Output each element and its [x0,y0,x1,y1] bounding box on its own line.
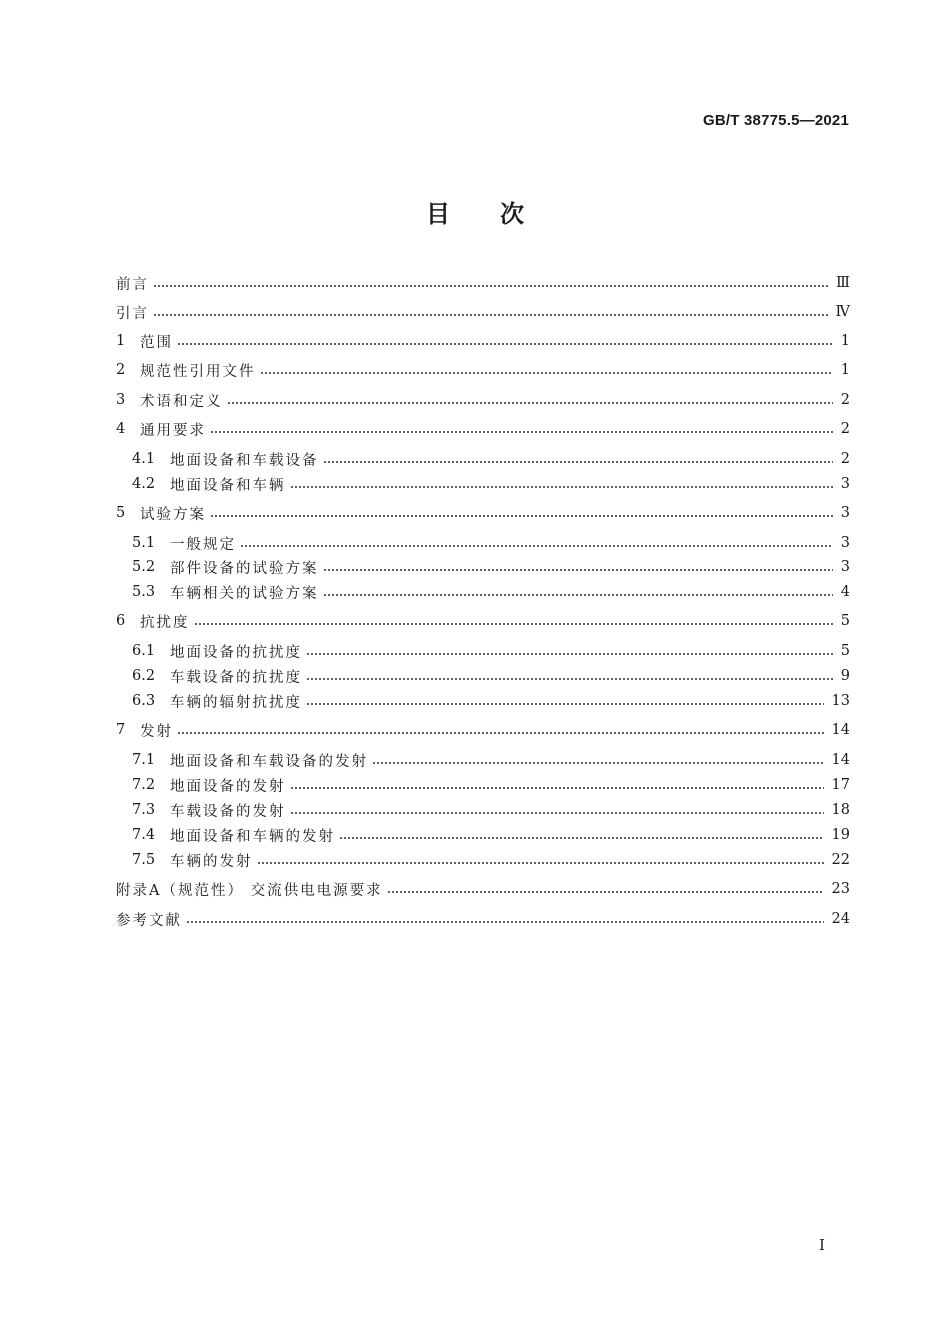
toc-entry-label: 部件设备的试验方案 [170,560,319,577]
toc-entry[interactable] [132,554,850,580]
toc-entry-number: 5.2 [132,559,156,575]
toc-entry-number: 5 [116,505,126,521]
toc-entry[interactable] [132,747,850,773]
toc-leader-dots [306,678,833,680]
toc-leader-dots [177,732,824,734]
toc-leader-dots [186,921,824,923]
toc-entry[interactable] [132,638,850,664]
toc-entry-number: 7.3 [132,802,156,818]
toc-leader-dots [323,569,833,571]
toc-leader-dots [290,486,833,488]
toc-entry-number: 6.3 [132,693,156,709]
toc-entry-label: 地面设备的发射 [170,778,286,795]
toc-entry[interactable] [132,471,850,497]
toc-entry[interactable] [132,446,850,472]
toc-leader-dots [210,515,833,517]
toc-entry-page: 19 [831,827,850,843]
toc-entry[interactable] [116,717,850,743]
toc-entry-label: 范围 [140,334,173,351]
toc-entry-page: 5 [840,643,850,659]
toc-leader-dots [387,891,824,893]
toc-leader-dots [153,285,828,287]
toc-entry[interactable] [116,608,850,634]
toc-entry-page: 2 [840,451,850,467]
toc-leader-dots [194,623,833,625]
toc-entry-page: 24 [831,911,850,927]
toc-entry-page: 4 [840,584,850,600]
toc-entry-label: 附录A（规范性） 交流供电电源要求 [116,882,383,899]
toc-entry-number: 6.2 [132,668,156,684]
toc-entry-label: 前言 [116,276,149,293]
toc-entry-page: 3 [840,559,850,575]
toc-leader-dots [306,703,824,705]
toc-entry-number: 4.1 [132,451,156,467]
toc-entry-label: 车载设备的抗扰度 [170,669,302,686]
toc-leader-dots [257,862,824,864]
toc-entry-number: 1 [116,333,126,349]
toc-entry-number: 4.2 [132,476,156,492]
toc-entry-label: 引言 [116,305,149,322]
toc-entry-number: 5.3 [132,584,156,600]
toc-entry-label: 地面设备和车辆的发射 [170,828,335,845]
toc-entry[interactable] [132,847,850,873]
toc-entry-number: 3 [116,392,126,408]
toc-leader-dots [339,837,824,839]
toc-entry[interactable] [132,530,850,556]
toc-entry-number: 7 [116,722,126,738]
toc-entry[interactable] [116,270,850,296]
document-code: GB/T 38775.5—2021 [703,112,849,129]
toc-entry[interactable] [116,416,850,442]
toc-leader-dots [290,787,824,789]
toc-entry-page: 3 [840,535,850,551]
toc-entry-page: 1 [840,362,850,378]
toc-entry-page: 14 [831,722,850,738]
toc-leader-dots [372,762,824,764]
toc-entry-page: 13 [831,693,850,709]
toc-entry-label: 车辆相关的试验方案 [170,585,319,602]
toc-entry-label: 参考文献 [116,912,182,929]
toc-entry[interactable] [116,299,850,325]
toc-entry-label: 一般规定 [170,536,236,553]
toc-entry[interactable] [132,797,850,823]
page-number: I [819,1236,825,1254]
toc-entry-page: 23 [831,881,850,897]
toc-entry-page: 3 [840,505,850,521]
toc-entry-label: 地面设备和车载设备的发射 [170,753,368,770]
toc-entry-label: 车载设备的发射 [170,803,286,820]
toc-entry[interactable] [132,579,850,605]
toc-leader-dots [290,812,824,814]
toc-leader-dots [153,314,828,316]
toc-entry-label: 发射 [140,723,173,740]
toc-entry-label: 术语和定义 [140,393,223,410]
toc-entry-page: 2 [840,392,850,408]
toc-entry-page: 17 [831,777,850,793]
toc-entry-number: 7.2 [132,777,156,793]
toc-entry-page: 1 [840,333,850,349]
toc-entry-label: 车辆的发射 [170,853,253,870]
toc-entry-label: 试验方案 [140,506,206,523]
toc-leader-dots [323,594,833,596]
toc-leader-dots [210,431,833,433]
toc-entry-number: 7.5 [132,852,156,868]
toc-entry-page: 2 [840,421,850,437]
toc-entry[interactable] [116,328,850,354]
toc-entry[interactable] [132,822,850,848]
toc-entry[interactable] [132,663,850,689]
toc-entry-number: 2 [116,362,126,378]
toc-entry-label: 通用要求 [140,422,206,439]
toc-leader-dots [323,461,833,463]
toc-leader-dots [177,343,833,345]
toc-entry-label: 规范性引用文件 [140,363,256,380]
toc-entry-page: 9 [840,668,850,684]
toc-title: 目次 [426,200,574,228]
toc-entry-label: 车辆的辐射抗扰度 [170,694,302,711]
toc-entry-page: Ⅳ [835,304,850,320]
toc-entry[interactable] [116,500,850,526]
toc-entry-number: 6.1 [132,643,156,659]
toc-entry-label: 地面设备和车载设备 [170,452,319,469]
toc-entry[interactable] [116,387,850,413]
toc-entry-label: 抗扰度 [140,614,190,631]
toc-leader-dots [227,402,833,404]
toc-entry-number: 7.1 [132,752,156,768]
toc-entry-page: 22 [831,852,850,868]
toc-leader-dots [260,372,833,374]
toc-entry-page: 18 [831,802,850,818]
toc-entry-page: 3 [840,476,850,492]
toc-entry[interactable] [116,357,850,383]
toc-entry-page: 14 [831,752,850,768]
toc-entry[interactable] [116,906,850,932]
toc-entry[interactable] [132,688,850,714]
toc-entry-label: 地面设备和车辆 [170,477,286,494]
toc-leader-dots [240,545,833,547]
toc-entry[interactable] [132,772,850,798]
toc-entry[interactable] [116,876,850,902]
toc-entry-number: 5.1 [132,535,156,551]
toc-entry-label: 地面设备的抗扰度 [170,644,302,661]
toc-entry-page: Ⅲ [836,275,850,291]
toc-leader-dots [306,653,833,655]
toc-entry-number: 4 [116,421,126,437]
toc-entry-number: 6 [116,613,126,629]
toc-entry-number: 7.4 [132,827,156,843]
toc-entry-page: 5 [840,613,850,629]
